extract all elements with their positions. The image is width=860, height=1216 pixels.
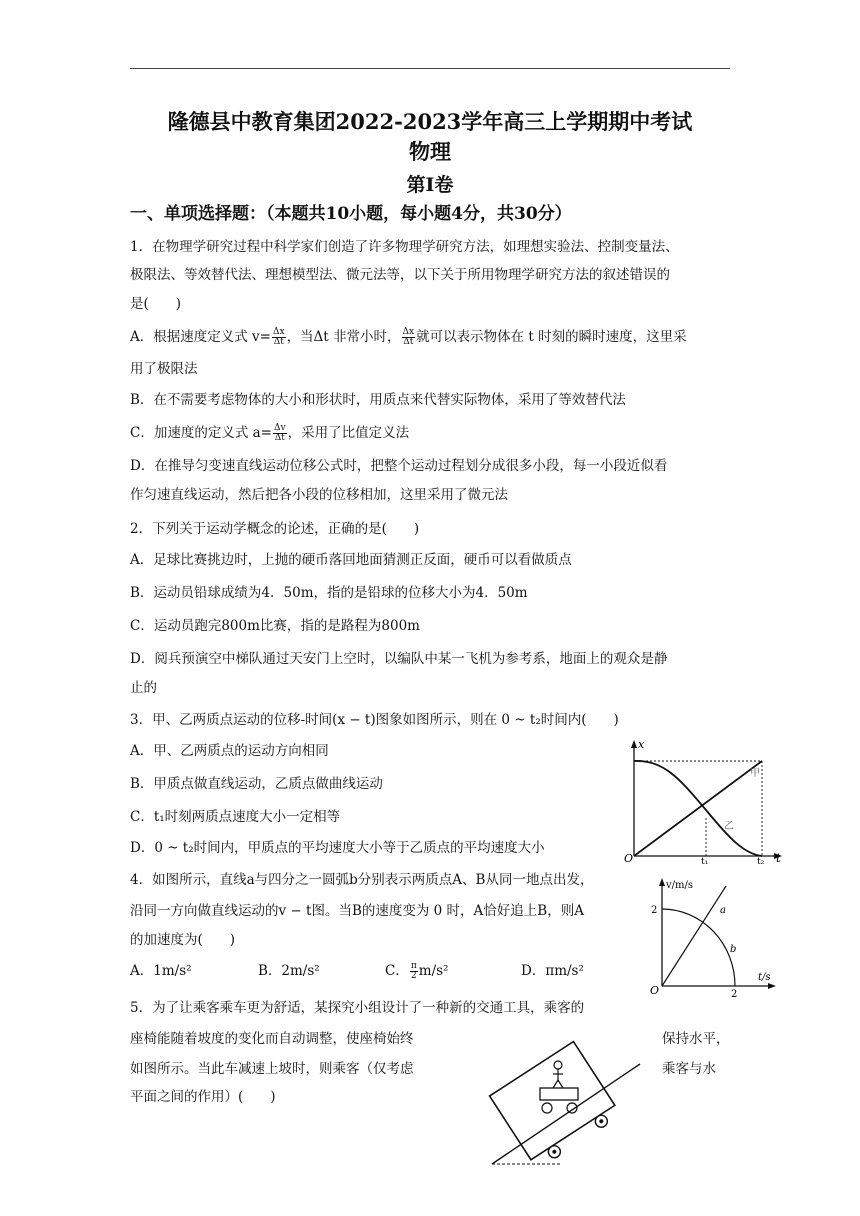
q2-option-c: C．运动员跑完800m比赛，指的是路程为800m <box>130 618 420 634</box>
frac-numerator: π <box>410 961 417 971</box>
subject-title: 物理 <box>409 139 451 164</box>
q4-stem-line2: 沿同一方向做直线运动的v − t图。当B的速度变为 0 时，A恰好追上B，则A <box>130 903 584 919</box>
q5-stem-line2b: 保持水平， <box>662 1031 730 1047</box>
q1-stem-line1: 1．在物理学研究过程中科学家们创造了许多物理学研究方法，如理想实验法、控制变量法、 <box>130 239 679 255</box>
q4-stem-line1: 4．如图所示，直线a与四分之一圆弧b分别表示两质点A、B从同一地点出发， <box>130 872 594 888</box>
q3-xt-graph <box>624 738 790 864</box>
q5-stem-line3a: 如图所示。当此车减速上坡时，则乘客（仅考虑 <box>130 1061 414 1077</box>
origin-label: O <box>650 984 660 997</box>
q1-option-a-line1 <box>130 327 687 347</box>
q2-option-b: B．运动员铅球成绩为4．50m，指的是铅球的位移大小为4．50m <box>130 585 528 601</box>
q1-option-d-line1: D．在推导匀变速直线运动位移公式时，把整个运动过程划分成很多小段，每一小段近似看 <box>130 458 668 474</box>
a-label: a <box>720 905 726 916</box>
q3-option-b: B．甲质点做直线运动，乙质点做曲线运动 <box>130 776 383 792</box>
header-rule <box>130 68 730 69</box>
volume-title: 第Ⅰ卷 <box>406 174 454 196</box>
q3-stem: 3．甲、乙两质点运动的位移-时间(x − t)图象如图所示，则在 0 ~ t₂时间内( ) <box>130 712 619 728</box>
y-axis-arrow <box>631 740 637 748</box>
q4-stem-line3: 的加速度为( ) <box>130 932 236 948</box>
q1-option-a-fraction2 <box>402 328 416 347</box>
q1-option-a-fraction1 <box>272 328 286 347</box>
axis-label-t: t <box>776 851 781 864</box>
t2-label: t₂ <box>757 857 765 864</box>
axis-label-t: t/s <box>758 972 771 983</box>
frac-denominator: Δt <box>274 433 285 443</box>
arc-b <box>662 909 735 986</box>
axis-label-x: x <box>638 738 645 751</box>
yi-label: 乙 <box>724 821 734 832</box>
q4-option-d: D．πm/s² <box>521 963 584 979</box>
x-tick-label: 2 <box>731 989 738 998</box>
q1-option-b: B．在不需要考虑物体的大小和形状时，用质点来代替实际物体，采用了等效替代法 <box>130 392 626 408</box>
wheel-right-hub <box>599 1118 605 1124</box>
q4-option-a: A．1m/s² <box>130 963 192 979</box>
q1-option-a-text2: ，当Δt 非常小时， <box>286 329 401 345</box>
seat-platform <box>540 1088 578 1100</box>
frac-numerator: Δx <box>402 327 415 337</box>
q4-option-c <box>385 961 448 981</box>
q4-vt-graph <box>644 876 784 998</box>
q4-option-c-fraction <box>410 962 418 981</box>
q1-option-a-text1: A．根据速度定义式 v= <box>130 329 271 345</box>
q1-option-c-text2: ，采用了比值定义法 <box>287 425 410 441</box>
y-axis-arrow <box>659 878 665 886</box>
t1-label: t₁ <box>701 857 709 864</box>
jia-label: 甲 <box>750 768 760 779</box>
q1-option-a-line2: 用了极限法 <box>130 361 198 377</box>
q3-option-a: A．甲、乙两质点的运动方向相同 <box>130 743 329 759</box>
q2-option-a: A．足球比赛挑边时，上抛的硬币落回地面猜测正反面，硬币可以看做质点 <box>130 552 572 568</box>
b-label: b <box>730 944 737 955</box>
q5-vehicle-figure <box>482 1036 646 1170</box>
q1-stem-line2: 极限法、等效替代法、理想模型法、微元法等，以下关于所用物理学研究方法的叙述错误的 <box>130 267 670 283</box>
vehicle <box>490 1042 622 1170</box>
q2-stem: 2．下列关于运动学概念的论述，正确的是( ) <box>130 521 420 537</box>
q1-option-c-text1: C．加速度的定义式 a= <box>130 425 272 441</box>
section-heading: 一、单项选择题：（本题共10小题，每小题4分，共30分） <box>130 204 572 224</box>
q5-stem-line2a: 座椅能随着坡度的变化而自动调整，使座椅始终 <box>130 1031 414 1047</box>
q4-option-b: B．2m/s² <box>258 963 320 979</box>
passenger-leg-right <box>558 1080 563 1088</box>
q1-stem-line3: 是( ) <box>130 296 182 312</box>
slope-line <box>492 1064 640 1164</box>
q1-option-d-line2: 作匀速直线运动，然后把各小段的位移相加，这里采用了微元法 <box>130 487 508 503</box>
q5-stem-line3b: 乘客与水 <box>662 1061 716 1077</box>
frac-denominator: 2 <box>410 971 417 981</box>
seat-wheel-left <box>542 1103 552 1113</box>
q4-option-c-text2: m/s² <box>418 963 449 979</box>
frac-denominator: Δt <box>273 337 284 347</box>
q4-option-c-text1: C． <box>385 963 409 979</box>
passenger-head <box>554 1061 562 1069</box>
frac-numerator: Δv <box>273 423 286 433</box>
frac-denominator: Δt <box>403 337 414 347</box>
frac-numerator: Δx <box>272 327 285 337</box>
exam-title: 隆德县中教育集团2022-2023学年高三上学期期中考试 <box>167 109 693 134</box>
x-axis-arrow <box>768 983 776 989</box>
q1-option-a-text3: 就可以表示物体在 t 时刻的瞬时速度，这里采 <box>416 329 687 345</box>
q2-option-d-line1: D．阅兵预演空中梯队通过天安门上空时，以编队中某一飞机为参考系，地面上的观众是静 <box>130 651 668 667</box>
q5-stem-line4: 平面之间的作用）( ) <box>130 1089 276 1105</box>
passenger-leg-left <box>553 1080 558 1088</box>
wheel-left-hub <box>552 1149 558 1155</box>
q3-option-d: D．0 ~ t₂时间内，甲质点的平均速度大小等于乙质点的平均速度大小 <box>130 840 545 856</box>
line-a <box>662 886 726 986</box>
vehicle-body <box>490 1042 615 1160</box>
q5-stem-line1: 5．为了让乘客乘车更为舒适，某探究小组设计了一种新的交通工具，乘客的 <box>130 1000 585 1016</box>
q2-option-d-line2: 止的 <box>130 680 157 696</box>
axis-label-v: v/m/s <box>666 880 694 891</box>
jia-line <box>634 761 762 856</box>
y-tick-label: 2 <box>651 905 658 916</box>
q1-option-c-fraction <box>273 424 287 443</box>
origin-label: O <box>624 852 634 864</box>
q3-option-c: C．t₁时刻两质点速度大小一定相等 <box>130 809 341 825</box>
q1-option-c <box>130 423 409 443</box>
